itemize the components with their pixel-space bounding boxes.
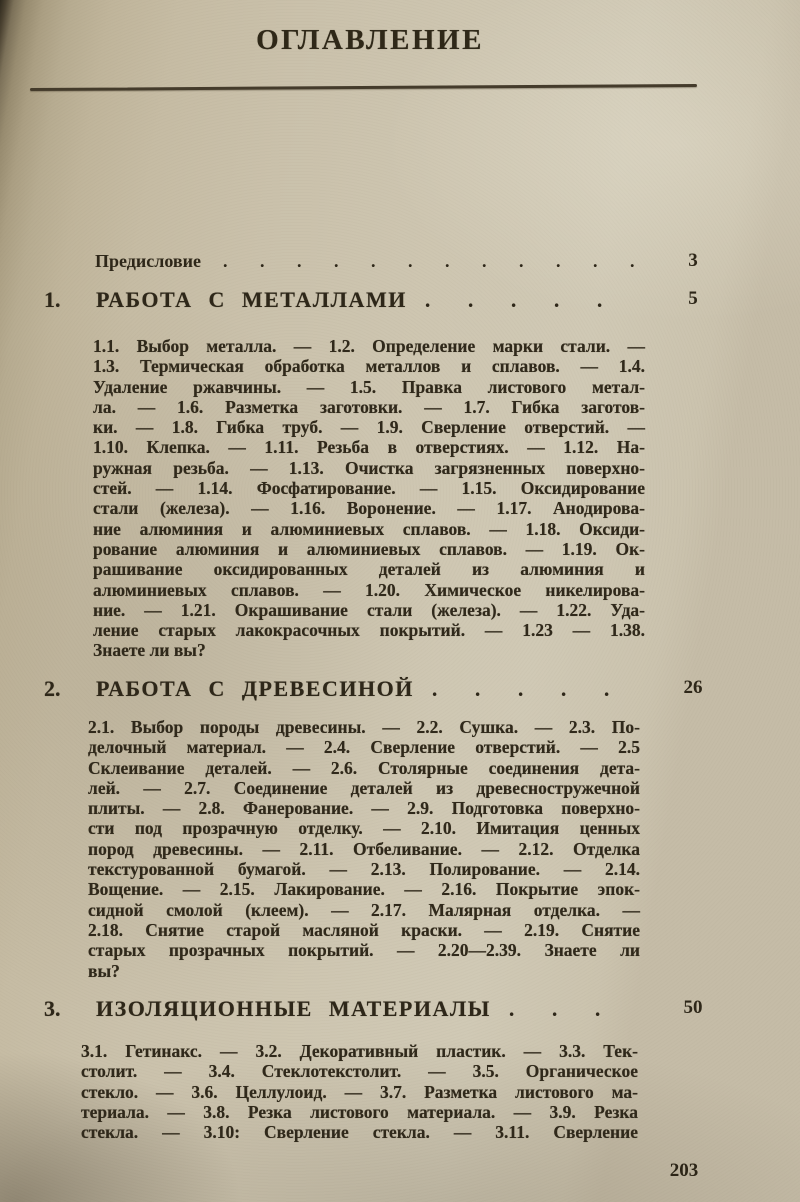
body-line: ружная резьба. — 1.13. Очистка загрязненных поверхно- — [93, 457, 645, 478]
body-line: Удаление ржавчины. — 1.5. Правка листового метал- — [93, 376, 645, 397]
page-title: ОГЛАВЛЕНИЕ — [256, 24, 484, 56]
body-line: ки. — 1.8. Гибка труб. — 1.9. Сверление отверстий. — — [93, 417, 645, 438]
section-title: РАБОТА С МЕТАЛЛАМИ — [96, 287, 407, 312]
body-line: лей. — 2.7. Соединение деталей из древесностружечной — [88, 777, 640, 798]
leader-dots: . . . . . . . . . . . . — [222, 251, 636, 271]
body-line: сти под прозрачную отделку. — 2.10. Имитация ценных — [88, 818, 640, 839]
body-line: Склеивание деталей. — 2.6. Столярные соединения дета- — [88, 757, 640, 778]
body-line: старых прозрачных покрытий. — 2.20—2.39. Знаете ли — [88, 940, 640, 961]
body-line: стекла. — 3.10: Сверление стекла. — 3.11. Сверление — [81, 1122, 638, 1143]
body-line: ление старых лакокрасочных покрытий. — 1.23 — 1.38. — [93, 620, 645, 641]
section-title: ИЗОЛЯЦИОННЫЕ МАТЕРИАЛЫ — [96, 996, 491, 1021]
body-line: текстурованной бумагой. — 2.13. Полирование. — 2.14. — [88, 859, 640, 880]
section-body-3 — [81, 1041, 638, 1142]
leader-dots: . . . — [508, 996, 602, 1021]
section-heading-2 — [44, 676, 680, 702]
body-line: 1.1. Выбор металла. — 1.2. Определение марки стали. — — [93, 336, 645, 356]
leader-dots: . . . . . — [424, 287, 604, 312]
body-line: рашивание оксидированных деталей из алюминия и — [93, 559, 645, 580]
preface-page-number: 3 — [688, 250, 698, 271]
preface-label: Предисловие — [95, 251, 201, 271]
body-line: 2.1. Выбор породы древесины. — 2.2. Сушка. — 2.3. По- — [88, 717, 640, 737]
preface-entry — [95, 251, 680, 272]
section-body-2 — [88, 717, 640, 981]
section-heading-1 — [44, 287, 680, 313]
divider-rule — [30, 84, 697, 91]
body-line: 2.18. Снятие старой масляной краски. — 2.19. Снятие — [88, 919, 640, 940]
section-number: 1. — [44, 287, 61, 312]
body-line: сидной смолой (клеем). — 2.17. Малярная отделка. — — [88, 899, 640, 920]
body-line: 3.1. Гетинакс. — 3.2. Декоративный пластик. — 3.3. Тек- — [81, 1041, 638, 1061]
body-line: стекло. — 3.6. Целлулоид. — 3.7. Разметка листового ма- — [81, 1081, 638, 1102]
body-line: стали (железа). — 1.16. Воронение. — 1.17. Анодирова- — [93, 498, 645, 519]
body-line: 1.10. Клепка. — 1.11. Резьба в отверстиях. — 1.12. На- — [93, 437, 645, 458]
section-page-number: 50 — [683, 997, 703, 1018]
body-line: Знаете ли вы? — [93, 640, 206, 661]
body-line: алюминиевых сплавов. — 1.20. Химическое никелирова- — [93, 579, 645, 600]
body-line: ла. — 1.6. Разметка заготовки. — 1.7. Гибка заготов- — [93, 396, 645, 417]
body-line: пород древесины. — 2.11. Отбеливание. — 2.12. Отделка — [88, 838, 640, 859]
body-line: делочный материал. — 2.4. Сверление отверстий. — 2.5 — [88, 737, 640, 758]
body-line: ние алюминия и алюминиевых сплавов. — 1.18. Оксиди- — [93, 518, 645, 539]
body-line: столит. — 3.4. Стеклотекстолит. — 3.5. Органическое — [81, 1061, 638, 1082]
section-number: 2. — [44, 676, 61, 701]
body-line: ние. — 1.21. Окрашивание стали (железа). — 1.22. Уда- — [93, 599, 645, 620]
section-heading-3 — [44, 996, 680, 1022]
body-line: рование алюминия и алюминиевых сплавов. — 1.19. Ок- — [93, 538, 645, 559]
folio-number: 203 — [669, 1160, 699, 1181]
body-line: вы? — [88, 960, 120, 981]
body-line: Вощение. — 2.15. Лакирование. — 2.16. Покрытие эпок- — [88, 879, 640, 900]
section-number: 3. — [44, 996, 61, 1021]
body-line: стей. — 1.14. Фосфатирование. — 1.15. Оксидирование — [93, 478, 645, 499]
body-line: 1.3. Термическая обработка металлов и сплавов. — 1.4. — [93, 356, 645, 377]
body-line: плиты. — 2.8. Фанерование. — 2.9. Подготовка поверхно- — [88, 798, 640, 819]
body-line: териала. — 3.8. Резка листового материала. — 3.9. Резка — [81, 1101, 638, 1122]
section-page-number: 5 — [688, 288, 698, 309]
leader-dots: . . . . . — [431, 676, 611, 701]
section-title: РАБОТА С ДРЕВЕСИНОЙ — [96, 676, 414, 701]
section-body-1 — [93, 336, 645, 661]
section-page-number: 26 — [683, 677, 703, 698]
